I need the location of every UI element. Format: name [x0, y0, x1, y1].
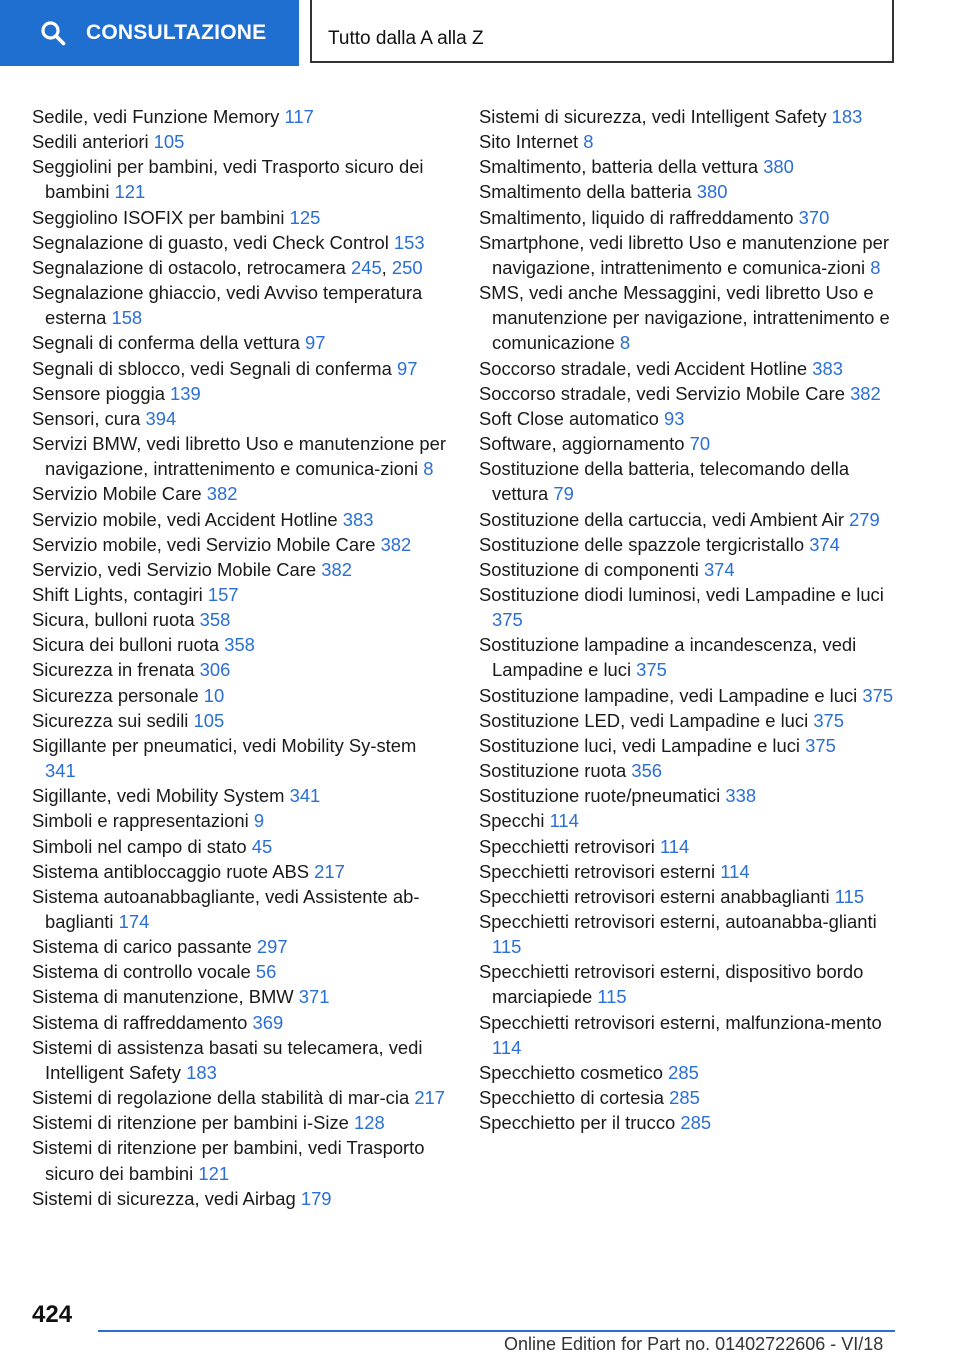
- page-link[interactable]: 380: [696, 181, 728, 203]
- index-entry: [479, 431, 899, 456]
- index-entry-text: Sostituzione della cartuccia, vedi Ambient Air: [479, 508, 844, 530]
- index-entry-text: Segnali di sblocco, vedi Segnali di conferma: [32, 357, 392, 379]
- index-entry: [479, 632, 899, 682]
- index-entry: [479, 129, 899, 154]
- index-entry: [479, 733, 899, 758]
- page-link[interactable]: 174: [118, 911, 150, 932]
- index-entry: [32, 205, 450, 230]
- index-entry: [32, 104, 450, 129]
- page-link[interactable]: 250: [391, 256, 423, 278]
- index-column-left: [32, 104, 450, 1211]
- index-entry: [32, 808, 450, 833]
- index-entry-text: Soccorso stradale, vedi Accident Hotline: [479, 357, 808, 379]
- index-entry-text: Sicurezza in frenata: [32, 659, 195, 681]
- page-link[interactable]: 375: [862, 684, 894, 706]
- index-entry-text: Sistema di controllo vocale: [32, 961, 251, 983]
- section-label: CONSULTAZIONE: [86, 21, 267, 44]
- page-link[interactable]: 382: [206, 483, 238, 505]
- index-entry: [32, 984, 450, 1009]
- index-entry: [32, 1035, 450, 1085]
- index-entry: [479, 1085, 899, 1110]
- page-link[interactable]: 369: [252, 1011, 284, 1033]
- index-entry-text: Sostituzione delle spazzole tergicristallo: [479, 533, 805, 555]
- edition-text: Online Edition for Part no. 01402722606 - VI/18: [504, 1334, 884, 1354]
- index-entry: [32, 959, 450, 984]
- page-link[interactable]: 45: [251, 835, 273, 857]
- index-entry-text: Segnali di conferma della vettura: [32, 332, 300, 354]
- page-link[interactable]: 121: [198, 1162, 230, 1184]
- index-entry: [479, 205, 899, 230]
- page-link[interactable]: 8: [583, 131, 594, 153]
- index-entry-text: Servizio Mobile Care: [32, 483, 202, 505]
- page-link[interactable]: 382: [380, 533, 412, 555]
- index-entry-text: Sostituzione ruota: [479, 760, 627, 782]
- index-entry: [32, 582, 450, 607]
- index-entry-text: Segnalazione di guasto, vedi Check Control: [32, 231, 389, 253]
- index-entry-text: Soccorso stradale, vedi Servizio Mobile Care: [479, 382, 845, 404]
- index-entry-text: Smartphone, vedi libretto Uso e manutenzione per navigazione, intrattenimento e comunica‐zioni: [479, 231, 889, 278]
- page-link[interactable]: 125: [289, 206, 321, 228]
- page-link[interactable]: 179: [300, 1187, 332, 1209]
- page-link[interactable]: 338: [725, 785, 757, 807]
- index-entry: [479, 1010, 899, 1060]
- index-entry-text: Specchietti retrovisori esterni anabbaglianti: [479, 885, 830, 907]
- page-title: Tutto dalla A alla Z: [328, 28, 484, 49]
- index-entry-text: Simboli e rappresentazioni: [32, 810, 249, 832]
- index-entry: [479, 1060, 899, 1085]
- page-link[interactable]: 358: [199, 609, 231, 631]
- page-link[interactable]: 394: [145, 407, 177, 429]
- index-entry: [479, 104, 899, 129]
- index-entry-text: Segnalazione di ostacolo, retrocamera: [32, 256, 346, 278]
- index-entry: [479, 909, 899, 959]
- page-link[interactable]: 375: [813, 709, 844, 731]
- index-entry: [479, 356, 899, 381]
- section-tab[interactable]: [0, 0, 299, 66]
- page-link[interactable]: 158: [111, 307, 143, 329]
- page-link[interactable]: 380: [763, 156, 794, 178]
- index-entry: [479, 783, 899, 808]
- index-entry: [479, 230, 899, 280]
- page-link[interactable]: 157: [207, 583, 239, 605]
- page-link[interactable]: 383: [342, 508, 374, 530]
- page-link[interactable]: 217: [414, 1087, 445, 1109]
- index-entry: [32, 1135, 450, 1185]
- page-link[interactable]: 8: [423, 458, 434, 480]
- page-link[interactable]: 8: [619, 332, 631, 354]
- index-entry: [32, 632, 450, 657]
- page-link[interactable]: 375: [636, 659, 667, 681]
- index-entry: [32, 733, 450, 783]
- page-link[interactable]: 370: [798, 206, 830, 228]
- index-entry-text: Sigillante, vedi Mobility System: [32, 785, 285, 807]
- index-entry-text: SMS, vedi anche Messaggini, vedi libretto Uso e manutenzione per navigazione, intrattenimento e comunicazione: [479, 282, 890, 354]
- index-entry: [479, 280, 899, 355]
- page-link[interactable]: 93: [664, 407, 685, 429]
- index-entry: [32, 532, 450, 557]
- index-entry: [32, 356, 450, 381]
- page-link[interactable]: 114: [492, 1036, 522, 1058]
- index-entry: [32, 330, 450, 355]
- index-entry: [479, 808, 899, 833]
- index-entry-text: Specchi: [479, 810, 545, 832]
- page-link[interactable]: 341: [289, 785, 321, 807]
- page-link[interactable]: 105: [153, 131, 185, 153]
- page-link[interactable]: 153: [393, 231, 425, 253]
- index-entry-text: Sensore pioggia: [32, 382, 165, 404]
- index-entry: [479, 179, 899, 204]
- index-entry-text: Specchietti retrovisori esterni, malfunziona‐mento: [479, 1011, 882, 1033]
- index-entry: [32, 154, 450, 204]
- index-column-right: [479, 104, 899, 1135]
- index-entry: [479, 557, 899, 582]
- index-entry-text: Sistema autoanabbagliante, vedi Assistente ab‐baglianti: [32, 885, 420, 932]
- index-entry: [479, 532, 899, 557]
- index-entry: [479, 456, 899, 506]
- index-entry-text: Specchietti retrovisori: [479, 835, 655, 857]
- page-link[interactable]: 371: [298, 986, 330, 1008]
- index-entry-text: Seggiolini per bambini, vedi Trasporto sicuro dei bambini: [32, 156, 424, 203]
- index-entry: [32, 884, 450, 934]
- index-entry: [32, 1186, 450, 1211]
- page-link[interactable]: 114: [720, 860, 750, 882]
- index-entry: [32, 683, 450, 708]
- page-link[interactable]: 115: [597, 986, 627, 1008]
- index-entry-text: Sostituzione luci, vedi Lampadine e luci: [479, 734, 801, 756]
- index-entry: [32, 230, 450, 255]
- index-entry: [479, 884, 899, 909]
- index-entry-text: Sostituzione della batteria, telecomando della vettura: [479, 458, 850, 505]
- index-entry-text: Sicura, bulloni ruota: [32, 609, 195, 631]
- index-entry-text: Sensori, cura: [32, 407, 141, 429]
- index-entry-text: Sistemi di sicurezza, vedi Airbag: [32, 1187, 296, 1209]
- header-title-box: [310, 0, 894, 63]
- page-link[interactable]: 114: [659, 835, 690, 857]
- index-entry: [479, 507, 899, 532]
- index-entry-text: Sistema di manutenzione, BMW: [32, 986, 294, 1008]
- index-entry-text: Sistemi di ritenzione per bambini i-Size: [32, 1112, 349, 1134]
- index-entry-text: Specchietti retrovisori esterni, autoanabba‐glianti: [479, 911, 877, 932]
- index-entry: [479, 582, 899, 632]
- index-entry: [479, 959, 899, 1009]
- page-link[interactable]: 97: [396, 357, 418, 379]
- index-entry-text: Sostituzione lampadine, vedi Lampadine e luci: [479, 684, 858, 706]
- index-entry-text: Specchietti retrovisori esterni: [479, 860, 716, 882]
- index-entry: [32, 1010, 450, 1035]
- index-entry: [32, 859, 450, 884]
- index-entry: [32, 280, 450, 330]
- page-link[interactable]: 115: [834, 885, 865, 907]
- index-entry: [32, 255, 450, 280]
- index-entry-text: Sistema di raffreddamento: [32, 1011, 248, 1033]
- footer-divider: [98, 1330, 895, 1332]
- index-entry: [479, 154, 899, 179]
- page-link[interactable]: 121: [114, 181, 146, 203]
- index-entry-text: Servizio, vedi Servizio Mobile Care: [32, 558, 317, 580]
- page-link[interactable]: 117: [284, 106, 314, 127]
- index-entry-text: Sistemi di ritenzione per bambini, vedi Trasporto sicuro dei bambini: [32, 1137, 425, 1184]
- page-link[interactable]: 374: [703, 558, 735, 580]
- page-link[interactable]: 56: [255, 961, 277, 983]
- index-entry-text: Sicurezza sui sedili: [32, 709, 189, 731]
- page-separator: ,: [381, 256, 387, 278]
- index-entry-text: Sistema antibloccaggio ruote ABS: [32, 860, 310, 882]
- page-link[interactable]: 217: [314, 860, 345, 882]
- index-entry-text: Soft Close automatico: [479, 407, 659, 429]
- page-link[interactable]: 358: [224, 634, 255, 656]
- page-link[interactable]: 115: [492, 936, 522, 958]
- index-entry: [479, 708, 899, 733]
- index-entry: [32, 934, 450, 959]
- index-entry-text: Sicura dei bulloni ruota: [32, 634, 220, 656]
- index-entry-text: Smaltimento della batteria: [479, 181, 692, 203]
- index-entry: [32, 783, 450, 808]
- index-entry-text: Sigillante per pneumatici, vedi Mobility Sy‐stem: [32, 734, 417, 756]
- page-link[interactable]: 79: [553, 483, 574, 505]
- index-entry-text: Specchietto di cortesia: [479, 1087, 665, 1109]
- index-entry-text: Seggiolino ISOFIX per bambini: [32, 206, 285, 228]
- index-entry: [479, 758, 899, 783]
- page-link[interactable]: 139: [170, 382, 201, 404]
- index-entry-text: Specchietti retrovisori esterni, dispositivo bordo marciapiede: [479, 961, 864, 1008]
- index-entry-text: Sostituzione diodi luminosi, vedi Lampadine e luci: [479, 583, 884, 605]
- index-entry-text: Shift Lights, contagiri: [32, 583, 203, 605]
- index-entry-text: Sistemi di regolazione della stabilità di mar‐cia: [32, 1087, 410, 1109]
- page-link[interactable]: 279: [849, 508, 880, 530]
- index-entry: [32, 129, 450, 154]
- index-entry-text: Servizi BMW, vedi libretto Uso e manutenzione per navigazione, intrattenimento e comunica‐zioni: [32, 433, 446, 480]
- index-entry-text: Sistemi di sicurezza, vedi Intelligent Safety: [479, 106, 827, 127]
- page-link[interactable]: 70: [689, 433, 711, 455]
- index-entry-text: Simboli nel campo di stato: [32, 835, 247, 857]
- index-entry: [32, 406, 450, 431]
- page-number: 424: [32, 1301, 73, 1328]
- index-entry-text: Sedile, vedi Funzione Memory: [32, 106, 280, 127]
- page-link[interactable]: 183: [831, 106, 863, 127]
- page-link[interactable]: 114: [549, 810, 579, 832]
- index-entry-text: Sostituzione lampadine a incandescenza, vedi Lampadine e luci: [479, 634, 857, 681]
- index-entry: [32, 607, 450, 632]
- page-link[interactable]: 245: [350, 256, 382, 278]
- page-link[interactable]: 285: [669, 1087, 700, 1109]
- index-entry-text: Software, aggiornamento: [479, 433, 685, 455]
- page-link[interactable]: 374: [809, 533, 840, 555]
- search-icon: [40, 20, 66, 46]
- index-entry: [32, 381, 450, 406]
- page-link[interactable]: 10: [203, 684, 225, 706]
- page-link[interactable]: 306: [199, 659, 231, 681]
- index-entry-text: Specchietto per il trucco: [479, 1112, 676, 1134]
- page-link[interactable]: 8: [870, 256, 881, 278]
- index-entry-text: Smaltimento, liquido di raffreddamento: [479, 206, 794, 228]
- index-entry: [32, 708, 450, 733]
- index-entry-text: Sostituzione LED, vedi Lampadine e luci: [479, 709, 809, 731]
- index-entry: [479, 683, 899, 708]
- page-link[interactable]: 375: [492, 609, 523, 631]
- index-entry-text: Sicurezza personale: [32, 684, 199, 706]
- page-link[interactable]: 375: [805, 734, 836, 756]
- index-entry: [479, 834, 899, 859]
- page-link[interactable]: 382: [321, 558, 352, 580]
- index-entry-text: Sostituzione ruote/pneumatici: [479, 785, 721, 807]
- page-link[interactable]: 297: [256, 936, 288, 958]
- index-entry-text: Specchietto cosmetico: [479, 1061, 663, 1083]
- index-entry: [32, 1110, 450, 1135]
- index-entry: [479, 1110, 899, 1135]
- index-entry-text: Sistemi di assistenza basati su telecamera, vedi Intelligent Safety: [32, 1036, 423, 1083]
- index-entry-text: Segnalazione ghiaccio, vedi Avviso temperatura esterna: [32, 282, 423, 329]
- page-link[interactable]: 128: [354, 1112, 385, 1134]
- page-link[interactable]: 97: [304, 332, 326, 354]
- index-entry: [479, 406, 899, 431]
- index-entry: [32, 481, 450, 506]
- index-entry-text: Sedili anteriori: [32, 131, 149, 153]
- page-link[interactable]: 285: [668, 1061, 699, 1083]
- index-entry-text: Servizio mobile, vedi Accident Hotline: [32, 508, 338, 530]
- index-entry: [32, 507, 450, 532]
- index-entry-text: Sostituzione di componenti: [479, 558, 699, 580]
- page-link[interactable]: 9: [253, 810, 265, 832]
- page-link[interactable]: 183: [186, 1061, 217, 1083]
- page-link[interactable]: 382: [850, 382, 881, 404]
- index-entry-text: Servizio mobile, vedi Servizio Mobile Care: [32, 533, 376, 555]
- index-entry: [479, 859, 899, 884]
- page-link[interactable]: 105: [193, 709, 225, 731]
- index-entry: [32, 431, 450, 481]
- index-entry-text: Smaltimento, batteria della vettura: [479, 156, 759, 178]
- index-entry-text: Sistema di carico passante: [32, 936, 252, 958]
- index-entry: [32, 657, 450, 682]
- page-link[interactable]: 341: [45, 760, 76, 782]
- index-entry: [32, 1085, 450, 1110]
- page-link[interactable]: 383: [812, 357, 843, 379]
- page-link[interactable]: 356: [631, 760, 663, 782]
- index-entry: [479, 381, 899, 406]
- index-entry-text: Sito Internet: [479, 131, 579, 153]
- page-link[interactable]: 285: [680, 1112, 712, 1134]
- index-entry: [32, 834, 450, 859]
- index-entry: [32, 557, 450, 582]
